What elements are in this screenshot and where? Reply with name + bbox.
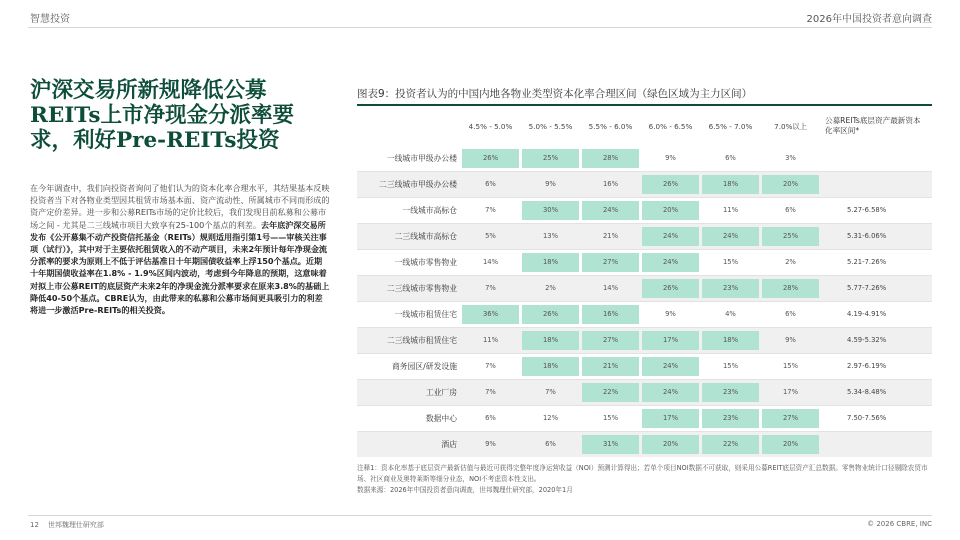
matrix-row [357,171,932,197]
value-cell: 26% [462,149,519,168]
column-header: 6.5% - 7.0% [708,122,753,131]
value-cell: 28% [762,279,819,298]
value-cell: 9% [665,154,676,162]
value-cell: 17% [642,331,699,350]
value-cell: 7% [485,284,496,292]
matrix-row [357,223,932,249]
value-cell: 9% [485,440,496,448]
value-cell: 25% [522,149,579,168]
matrix-row [357,146,932,171]
matrix-row [357,353,932,379]
reit-range-cell: 5.21-7.26% [847,258,887,266]
copyright: © 2026 CBRE, INC [867,520,932,528]
value-cell: 6% [485,180,496,188]
value-cell: 14% [482,258,499,266]
value-cell: 6% [785,310,796,318]
value-cell: 17% [642,409,699,428]
reit-range-cell: 5.31-6.06% [847,232,887,240]
cap-rate-matrix [357,116,932,457]
value-cell: 6% [485,414,496,422]
row-label: 二三线城市零售物业 [386,284,457,293]
value-cell: 9% [545,180,556,188]
value-cell: 21% [602,232,619,240]
body-paragraph [30,182,330,316]
value-cell: 7% [485,388,496,396]
report-title: 2026年中国投资者意向调查 [806,14,932,25]
value-cell: 18% [702,175,759,194]
row-label: 一线城市甲级办公楼 [386,154,457,163]
value-cell: 24% [642,383,699,402]
value-cell: 9% [665,310,676,318]
reit-range-cell: 4.19-4.91% [847,310,887,318]
value-cell: 26% [642,175,699,194]
value-cell: 27% [582,253,639,272]
figure-notes [357,463,937,496]
row-label: 商务园区/研发设施 [391,362,457,371]
value-cell: 20% [642,201,699,220]
figure-title: 图表9：投资者认为的中国内地各物业类型资本化率合理区间（绿色区域为主力区间） [357,88,753,100]
row-label: 工业厂房 [425,388,457,397]
matrix-row [357,301,932,327]
row-label: 一线城市高标仓 [402,206,457,215]
value-cell: 15% [782,362,799,370]
value-cell: 22% [702,435,759,454]
footer-divider [28,515,932,516]
value-cell: 20% [762,435,819,454]
value-cell: 7% [485,206,496,214]
reit-range-cell: 7.50-7.56% [847,414,887,422]
value-cell: 25% [762,227,819,246]
value-cell: 9% [785,336,796,344]
matrix-row [357,275,932,301]
reit-range-cell: 4.59-5.32% [847,336,887,344]
figure-note: 注释1：资本化率基于底层资产最新估值与最近可获得完整年度净运营收益（NOI）预测计算得出；若单个项目NOI数据不可获取，则采用公募REIT底层资产汇总数据。零售物业统计口径剔除农贸市场、社区商业及奥特莱斯等细分业态，NOI不考虑资本性支出。 [357,464,928,483]
page-headline: 沪深交易所新规降低公募REITs上市净现金分派率要求，利好Pre-REITs投资 [30,78,294,153]
value-cell: 4% [725,310,736,318]
value-cell: 2% [785,258,796,266]
value-cell: 3% [785,154,796,162]
page-number: 12 [30,521,39,529]
value-cell: 24% [642,253,699,272]
value-cell: 18% [522,253,579,272]
value-cell: 27% [582,331,639,350]
matrix-row [357,249,932,275]
value-cell: 14% [602,284,619,292]
matrix-row [357,379,932,405]
footer-org: 世邦魏理仕研究部 [47,521,104,529]
value-cell: 26% [642,279,699,298]
value-cell: 24% [582,201,639,220]
reit-range-header: 公募REITs底层资产最新资本化率区间* [825,116,921,135]
value-cell: 36% [462,305,519,324]
value-cell: 24% [702,227,759,246]
value-cell: 6% [725,154,736,162]
figure-source: 数据来源：2026年中国投资者意向调查，世邦魏理仕研究部，2020年1月 [357,486,573,494]
value-cell: 18% [702,331,759,350]
value-cell: 11% [722,206,739,214]
footer-left [30,520,104,530]
column-header: 5.5% - 6.0% [588,122,633,131]
matrix-row [357,327,932,353]
value-cell: 24% [642,357,699,376]
value-cell: 22% [582,383,639,402]
value-cell: 18% [522,357,579,376]
row-label: 二三线城市高标仓 [394,232,457,241]
reit-range-cell: 5.34-8.48% [847,388,887,396]
value-cell: 6% [545,440,556,448]
value-cell: 12% [542,414,559,422]
value-cell: 16% [582,305,639,324]
reit-range-cell: 5.77-7.26% [847,284,887,292]
figure-divider [357,104,932,106]
value-cell: 17% [782,388,799,396]
value-cell: 20% [762,175,819,194]
reit-range-cell: 5.27-6.58% [847,206,887,214]
row-label: 二三线城市甲级办公楼 [379,180,457,189]
row-label: 一线城市零售物业 [394,258,457,267]
value-cell: 23% [702,383,759,402]
value-cell: 23% [702,409,759,428]
value-cell: 2% [545,284,556,292]
value-cell: 26% [522,305,579,324]
value-cell: 24% [642,227,699,246]
row-label: 数据中心 [425,414,457,423]
value-cell: 31% [582,435,639,454]
value-cell: 7% [485,362,496,370]
value-cell: 28% [582,149,639,168]
matrix-row [357,197,932,223]
body-text-bold: 去年底沪深交易所发布《公开募集不动产投资信托基金（REITs）规则适用指引第1号——审核关注事项（试行）》，其中对于主要依托租赁收入的不动产项目，未来2年预计每年净现金流分派率的要求为原则上不低于评估基准日十年期国债收益率上浮150个基点。近期十年期国债收益率在1.8% - 1.9%区间内波动，考虑到今年降息的预期，这意味着对拟上市公募REIT的底层资产未来2年的净现金流分派率要求在原来3.8%的基础上降低40-50个基点。CBRE认为，由此带来的私募和公募市场间更具吸引力的利差将进一步激活Pre-REITs的相关投资。 [30,219,330,316]
value-cell: 30% [522,201,579,220]
matrix-header-row [357,116,932,146]
row-label: 二三线城市租赁住宅 [386,336,457,345]
value-cell: 18% [522,331,579,350]
value-cell: 7% [545,388,556,396]
row-label: 一线城市租赁住宅 [394,310,457,319]
value-cell: 16% [602,180,619,188]
value-cell: 20% [642,435,699,454]
value-cell: 11% [482,336,499,344]
column-header: 5.0% - 5.5% [528,122,573,131]
value-cell: 21% [582,357,639,376]
section-label: 智慧投资 [30,14,70,25]
value-cell: 15% [722,362,739,370]
value-cell: 27% [762,409,819,428]
row-label: 酒店 [441,440,457,449]
column-header: 4.5% - 5.0% [468,122,513,131]
header-divider [28,27,932,28]
column-header: 6.0% - 6.5% [648,122,693,131]
value-cell: 6% [785,206,796,214]
column-header: 7.0%以上 [774,122,807,131]
value-cell: 15% [722,258,739,266]
value-cell: 23% [702,279,759,298]
matrix-row [357,431,932,457]
value-cell: 13% [542,232,559,240]
matrix-row [357,405,932,431]
body-text-plain: 在今年调查中，我们向投资者询问了他们认为的资本化率合理水平，其结果基本反映投资者当下对各物业类型因其租赁市场基本面、资产流动性、所属城市不同而形成的资产定价差异。进一步和公募REITs市场的定价比较后，我们发现目前私募和公募市场之间 - 尤其是二三线城市项目大致享有25-100个基点的利差。 [30,183,330,230]
value-cell: 5% [485,232,496,240]
value-cell: 15% [602,414,619,422]
reit-range-cell: 2.97-6.19% [847,362,887,370]
